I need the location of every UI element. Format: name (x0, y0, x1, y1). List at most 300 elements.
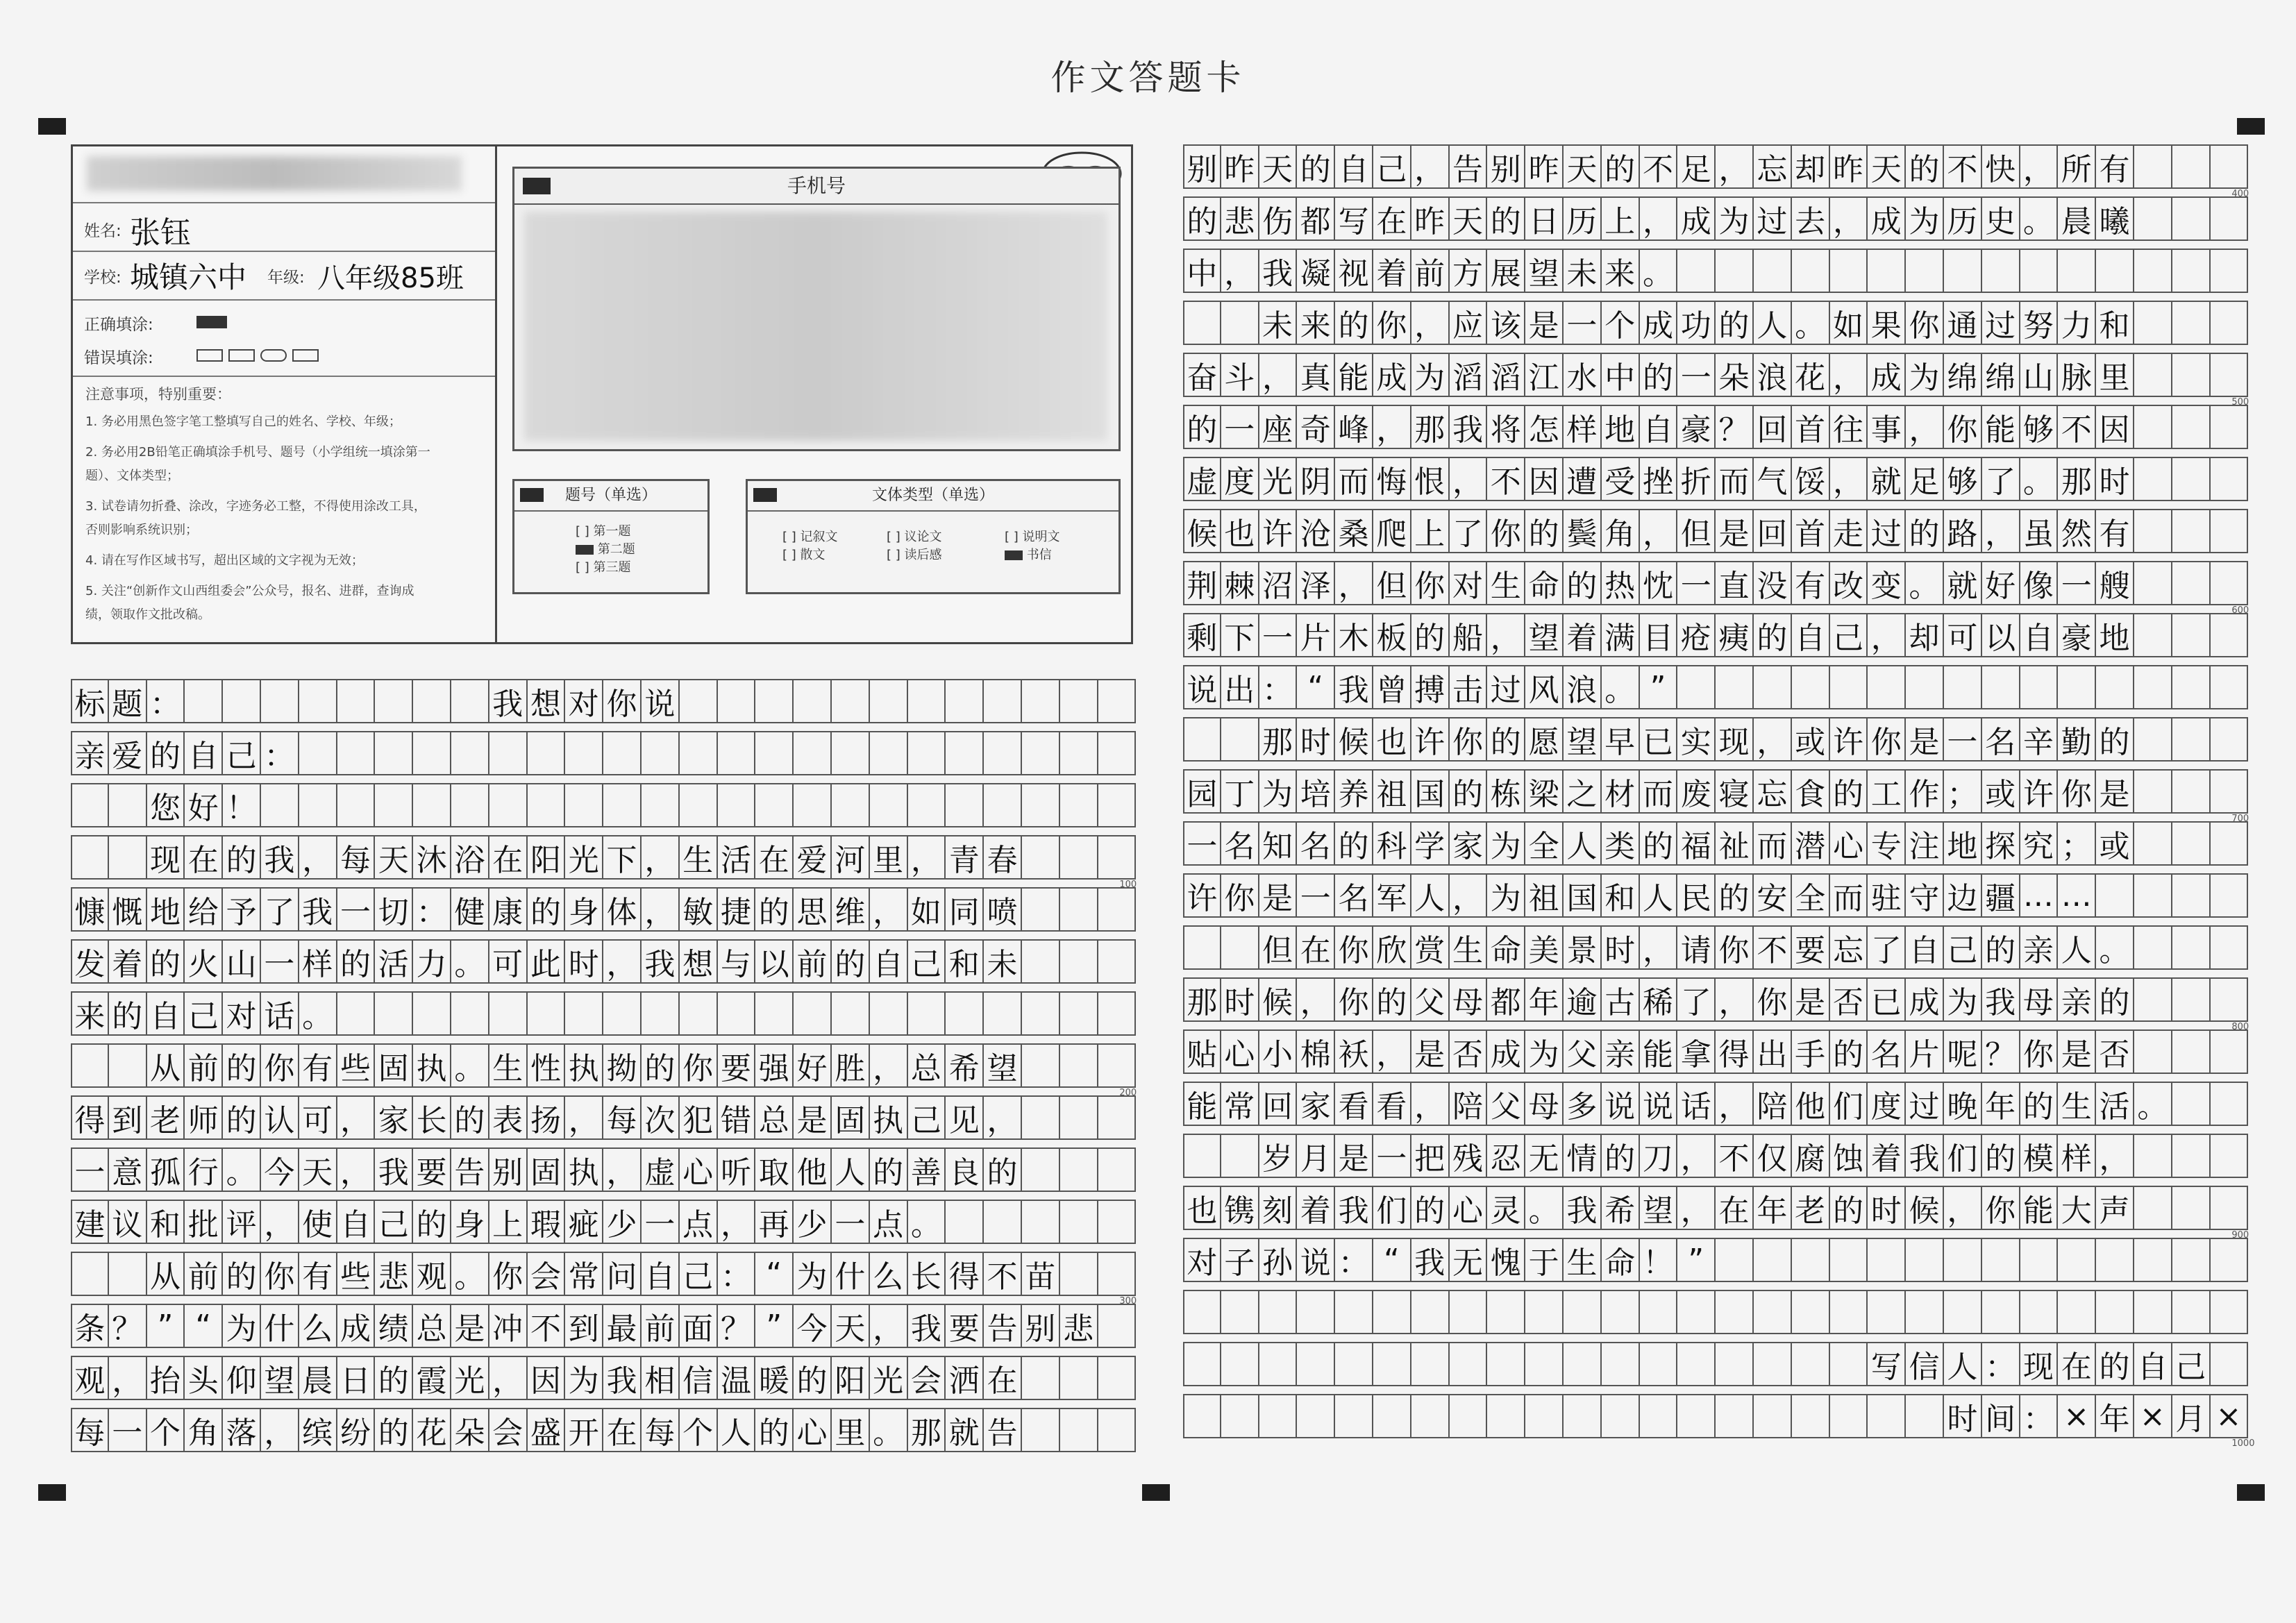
grid-cell: 一 (642, 1200, 680, 1244)
grid-cell (832, 783, 870, 827)
genre-option-3[interactable]: [ ] 说明文 (1005, 530, 1060, 544)
grid-cell (1982, 1290, 2020, 1334)
grid-cell: 母 (1525, 1082, 1564, 1126)
grid-cell: 挫 (1640, 457, 1678, 501)
grid-cell (1792, 1290, 1830, 1334)
grid-cell (1602, 1342, 1640, 1386)
grid-cell (1183, 925, 1221, 970)
grid-cell: 已 (1640, 717, 1678, 762)
name-value: 张钰 (130, 215, 191, 251)
grid-cell: 和 (946, 939, 984, 984)
grid-cell: 探 (1982, 821, 2020, 866)
essay-title-char: 我 (489, 679, 528, 723)
grid-cell (2134, 561, 2172, 605)
grid-cell: 的 (1487, 717, 1525, 762)
grid-cell (2211, 925, 2249, 970)
note-3: 3. 试卷请勿折叠、涂改，字迹务必工整，不得使用涂改工具， (85, 499, 426, 514)
grid-cell (451, 991, 489, 1036)
grid-cell (1060, 1147, 1098, 1192)
grid-cell (1060, 1408, 1098, 1452)
grid-cell: 得 (1716, 1029, 1754, 1074)
grid-cell: 来 (1297, 301, 1335, 345)
grid-cell: 我 (299, 887, 337, 932)
grid-cell: 别 (489, 1147, 528, 1192)
grid-cell: 园 (1183, 769, 1221, 814)
grid-row (1183, 1134, 2248, 1178)
grid-cell: 地 (1602, 405, 1640, 449)
grid-cell: 奋 (1183, 353, 1221, 397)
grid-cell: 的 (223, 835, 261, 880)
grid-cell (1868, 1290, 1906, 1334)
grid-cell: ： (147, 679, 185, 723)
grid-cell: 望 (261, 1356, 299, 1400)
grid-cell: 候 (1259, 977, 1298, 1022)
grid-cell: ， (1868, 613, 1906, 657)
grid-cell: 怎 (1525, 405, 1564, 449)
grid-cell: 通 (1944, 301, 1982, 345)
grid-cell: ， (870, 1043, 908, 1088)
grid-cell: 军 (1373, 873, 1411, 918)
grid-cell: 是 (451, 1304, 489, 1348)
grid-cell: 名 (1221, 821, 1259, 866)
grid-cell: 晨 (2058, 196, 2096, 241)
grid-cell: 思 (794, 887, 832, 932)
grid-cell: 中 (1602, 353, 1640, 397)
grid-cell: 下 (1221, 613, 1259, 657)
word-count-marker: 800 (2231, 1022, 2249, 1032)
grid-cell: 忘 (1754, 769, 1792, 814)
grid-cell (2172, 1029, 2211, 1074)
grid-cell: 的 (147, 731, 185, 775)
grid-cell (1906, 1238, 1944, 1282)
grid-cell: 写 (1868, 1342, 1906, 1386)
grid-cell: 常 (565, 1252, 603, 1296)
grid-row (1183, 613, 2248, 657)
grid-cell: 为 (223, 1304, 261, 1348)
grid-cell: 父 (1411, 977, 1450, 1022)
grid-row (1183, 977, 2248, 1022)
grid-cell: 残 (1450, 1134, 1488, 1178)
grid-cell: 师 (185, 1095, 223, 1140)
question-select-label: 题号（单选） (514, 481, 707, 512)
grid-cell (2211, 717, 2249, 762)
grid-cell: 而 (1335, 457, 1373, 501)
grid-cell (375, 783, 413, 827)
grid-cell (1221, 301, 1259, 345)
grid-cell (185, 679, 223, 723)
grid-cell: 那 (1259, 717, 1298, 762)
grid-cell (2211, 1029, 2249, 1074)
grid-cell: 的 (1830, 1029, 1868, 1074)
grid-cell: ， (261, 1200, 299, 1244)
grid-cell: 我 (1982, 977, 2020, 1022)
grid-cell: 苗 (1022, 1252, 1060, 1296)
grid-row (1183, 1082, 2248, 1126)
grid-cell (413, 783, 451, 827)
grid-cell (794, 991, 832, 1036)
grid-cell: 的 (1335, 301, 1373, 345)
grid-cell: 在 (1297, 925, 1335, 970)
grid-cell (1098, 939, 1137, 984)
grid-cell: 议 (109, 1200, 147, 1244)
grid-row (71, 1304, 1136, 1348)
grid-cell: 望 (1525, 613, 1564, 657)
grid-cell: 时 (2096, 457, 2134, 501)
essay-grid-right[interactable] (1183, 144, 2255, 1470)
grid-cell: 的 (147, 939, 185, 984)
grid-cell: 身 (565, 887, 603, 932)
grid-cell: ， (1677, 1134, 1716, 1178)
grid-cell (2211, 977, 2249, 1022)
grid-cell: 每 (603, 1095, 642, 1140)
grid-cell: 能 (1982, 405, 2020, 449)
grid-row (1183, 769, 2248, 814)
grid-cell: 木 (1335, 613, 1373, 657)
grid-cell: 的 (755, 1408, 794, 1452)
grid-cell: ！ (1640, 1238, 1678, 1282)
grid-cell: … (2020, 873, 2059, 918)
grid-cell: 山 (2020, 353, 2059, 397)
grid-cell: 你 (1450, 717, 1488, 762)
grid-cell: 沼 (1259, 561, 1298, 605)
grid-cell (1944, 249, 1982, 293)
grid-cell (2096, 249, 2134, 293)
word-count-marker: 900 (2231, 1230, 2249, 1241)
grid-cell: 注 (1906, 821, 1944, 866)
grid-cell (2211, 1082, 2249, 1126)
grid-cell: 了 (1982, 457, 2020, 501)
genre-option-1[interactable]: [ ] 记叙文 (782, 530, 838, 544)
grid-cell: 浪 (1754, 353, 1792, 397)
grid-cell: 望 (1564, 717, 1602, 762)
grid-cell: 们 (1373, 1186, 1411, 1230)
grid-cell: 一 (1564, 301, 1602, 345)
grid-cell (946, 991, 984, 1036)
grid-cell: 下 (603, 835, 642, 880)
grid-cell: 盛 (528, 1408, 566, 1452)
grid-cell (680, 991, 718, 1036)
grid-cell: 里 (832, 1408, 870, 1452)
question-option-1[interactable]: [ ] 第一题 (576, 524, 631, 539)
grid-cell: 风 (1525, 665, 1564, 709)
grid-cell: 。 (1525, 1186, 1564, 1230)
grid-cell: 否 (1450, 1029, 1488, 1074)
grid-cell: 的 (1525, 509, 1564, 553)
grid-cell: 拗 (603, 1043, 642, 1088)
grid-cell: 么 (299, 1304, 337, 1348)
grid-cell: 就 (1944, 561, 1982, 605)
grid-row (71, 991, 1136, 1036)
grid-cell: 成 (1868, 353, 1906, 397)
grid-cell: 时 (1297, 717, 1335, 762)
grid-cell: 该 (1487, 301, 1525, 345)
grid-cell: ” (1640, 665, 1678, 709)
grid-cell (451, 679, 489, 723)
grid-cell: 你 (680, 1043, 718, 1088)
grid-cell (2172, 769, 2211, 814)
grid-cell: 有 (299, 1252, 337, 1296)
grid-cell (718, 679, 756, 723)
grid-cell: 果 (1868, 301, 1906, 345)
grid-cell: 你 (1221, 873, 1259, 918)
grid-cell: 年 (1754, 1186, 1792, 1230)
grid-cell: 为 (1906, 196, 1944, 241)
grid-cell (2211, 613, 2249, 657)
grid-cell (1183, 1342, 1221, 1386)
word-count-marker: 1000 (2231, 1438, 2255, 1449)
panel-divider (495, 146, 497, 642)
grid-cell: 瑕 (528, 1200, 566, 1244)
grid-cell: 的 (1906, 509, 1944, 553)
grid-cell: 固 (375, 1043, 413, 1088)
grid-cell: 有 (299, 1043, 337, 1088)
grid-row (1183, 353, 2248, 397)
genre-option-2[interactable]: [ ] 议论文 (887, 530, 942, 544)
grid-cell: 到 (565, 1304, 603, 1348)
grid-cell: 奇 (1297, 405, 1335, 449)
grid-cell: 天 (1868, 144, 1906, 189)
grid-cell: 时 (1944, 1394, 1982, 1438)
grid-cell (2020, 665, 2059, 709)
grid-cell (2134, 1029, 2172, 1074)
question-option-3[interactable]: [ ] 第三题 (576, 560, 631, 575)
essay-grid-left[interactable] (71, 679, 1137, 1463)
grid-row (1183, 821, 2248, 866)
grid-cell: 的 (375, 1408, 413, 1452)
grid-row (1183, 561, 2248, 605)
grid-cell: 里 (870, 835, 908, 880)
grid-cell (1098, 1200, 1137, 1244)
grid-cell: ， (870, 887, 908, 932)
grid-cell (1183, 1394, 1221, 1438)
grid-cell: 敏 (680, 887, 718, 932)
grid-cell (2172, 144, 2211, 189)
grid-cell: … (2058, 873, 2096, 918)
grade-value: 八年级85班 (317, 262, 464, 294)
grid-cell (794, 679, 832, 723)
grid-cell: 养 (1335, 769, 1373, 814)
grid-cell: 一 (71, 1147, 109, 1192)
grid-cell: 以 (755, 939, 794, 984)
grid-cell (2020, 1238, 2059, 1282)
grid-row (1183, 301, 2248, 345)
grid-cell (1944, 665, 1982, 709)
grid-cell: 滔 (1487, 353, 1525, 397)
grid-cell: 无 (1450, 1238, 1488, 1282)
grid-cell (2134, 717, 2172, 762)
grid-cell: 活 (2096, 1082, 2134, 1126)
grid-cell: 的 (1640, 821, 1678, 866)
grid-cell: 在 (1373, 196, 1411, 241)
grid-cell: 船 (1450, 613, 1488, 657)
grid-cell: 或 (1792, 717, 1830, 762)
grid-row (1183, 1290, 2248, 1334)
blurred-barcode (87, 156, 462, 191)
grid-row (1183, 1238, 2248, 1282)
grid-cell (1221, 1394, 1259, 1438)
note-5b: 绩，领取作文批改稿。 (85, 607, 210, 622)
grid-cell: 辛 (2020, 717, 2059, 762)
grid-cell (832, 679, 870, 723)
grid-cell (1754, 665, 1792, 709)
grid-cell (946, 679, 984, 723)
grid-cell (755, 783, 794, 827)
grid-cell: 霞 (413, 1356, 451, 1400)
grid-cell: ， (1830, 457, 1868, 501)
grid-cell (2211, 1186, 2249, 1230)
grid-cell: 岁 (1259, 1134, 1298, 1178)
grid-cell: 来 (1602, 249, 1640, 293)
grid-cell: 话 (261, 991, 299, 1036)
grid-cell: 愿 (1525, 717, 1564, 762)
grid-cell: 好 (794, 1043, 832, 1088)
grid-cell (1487, 1342, 1525, 1386)
grid-cell: 的 (1450, 769, 1488, 814)
grid-cell: 执 (413, 1043, 451, 1088)
grid-cell (1098, 887, 1137, 932)
grid-cell (1060, 887, 1098, 932)
grid-cell: 别 (1487, 144, 1525, 189)
grid-cell (1060, 679, 1098, 723)
grid-cell (2020, 249, 2059, 293)
grid-cell: 勤 (2058, 717, 2096, 762)
grid-cell: ： (261, 731, 299, 775)
grid-cell (1792, 1238, 1830, 1282)
grid-cell: 不 (1640, 144, 1678, 189)
grid-cell: 活 (718, 835, 756, 880)
phone-label: 手机号 (514, 169, 1118, 205)
question-option-2[interactable]: 第二题 (576, 539, 635, 557)
grid-cell (946, 731, 984, 775)
grid-cell: 善 (908, 1147, 946, 1192)
grid-cell: 是 (1716, 509, 1754, 553)
grid-cell: 忘 (1830, 925, 1868, 970)
grid-cell: 培 (1297, 769, 1335, 814)
grid-cell: 前 (642, 1304, 680, 1348)
grid-cell: 我 (1564, 1186, 1602, 1230)
grid-cell: 材 (1602, 769, 1640, 814)
grid-cell: 光 (565, 835, 603, 880)
grid-cell (1792, 249, 1830, 293)
grid-cell: 。 (2020, 457, 2059, 501)
grid-cell (2211, 249, 2249, 293)
grid-cell (2058, 665, 2096, 709)
grid-cell (71, 835, 109, 880)
grid-cell (2211, 353, 2249, 397)
grid-cell: 孤 (147, 1147, 185, 1192)
grid-cell: 火 (185, 939, 223, 984)
grid-cell: 一 (261, 939, 299, 984)
grid-cell: ， (1830, 196, 1868, 241)
grid-cell: 的 (2096, 717, 2134, 762)
grid-cell (223, 679, 261, 723)
grid-cell: 过 (1868, 509, 1906, 553)
grid-cell: 不 (984, 1252, 1022, 1296)
grid-cell (870, 679, 908, 723)
grid-cell: 晨 (299, 1356, 337, 1400)
genre-option-6[interactable]: 书信 (1005, 545, 1052, 563)
grid-cell: 。 (451, 1043, 489, 1088)
grid-cell: 标 (71, 679, 109, 723)
grid-cell: 有 (2096, 509, 2134, 553)
grid-cell: 老 (1792, 1186, 1830, 1230)
grid-cell: 许 (1411, 717, 1450, 762)
grid-cell: 长 (908, 1252, 946, 1296)
grid-cell: 己 (2172, 1342, 2211, 1386)
grid-cell: 足 (1906, 457, 1944, 501)
grid-cell (1450, 1394, 1488, 1438)
grid-cell: 。 (2134, 1082, 2172, 1126)
grid-cell (1098, 1304, 1137, 1348)
grid-cell: 天 (832, 1304, 870, 1348)
grid-cell: 人 (1411, 873, 1450, 918)
grid-cell (642, 783, 680, 827)
grid-cell: 的 (1982, 1134, 2020, 1178)
grid-cell: 绵 (1982, 353, 2020, 397)
grid-cell: ， (337, 1095, 376, 1140)
grid-cell (71, 783, 109, 827)
grid-cell: 史 (1982, 196, 2020, 241)
grid-cell (1906, 1290, 1944, 1334)
grid-cell: ， (1716, 977, 1754, 1022)
grid-cell: 未 (1564, 249, 1602, 293)
grid-cell: ， (1640, 196, 1678, 241)
grid-cell: 写 (1335, 196, 1373, 241)
grid-cell: 现 (147, 835, 185, 880)
correct-fill-example (196, 314, 227, 328)
genre-option-5[interactable]: [ ] 读后感 (887, 548, 942, 562)
genre-option-4[interactable]: [ ] 散文 (782, 548, 826, 562)
grid-cell: 目 (1640, 613, 1678, 657)
grid-cell: 没 (1754, 561, 1792, 605)
grid-cell: ， (1640, 925, 1678, 970)
grid-cell (1183, 717, 1221, 762)
grid-row (1183, 1394, 2248, 1438)
grid-cell: 他 (794, 1147, 832, 1192)
grid-cell: ， (337, 1147, 376, 1192)
grid-cell (794, 731, 832, 775)
grid-cell: ， (1450, 873, 1488, 918)
grid-cell: 人 (1640, 873, 1678, 918)
grid-cell: 望 (984, 1043, 1022, 1088)
grid-cell: 温 (718, 1356, 756, 1400)
grid-cell: 的 (451, 1095, 489, 1140)
grid-cell (1716, 1238, 1754, 1282)
grid-cell (1373, 1290, 1411, 1334)
grid-cell: 虽 (2020, 509, 2059, 553)
grid-cell: 执 (565, 1043, 603, 1088)
school-label: 学校: (84, 269, 121, 287)
grid-cell: 现 (2020, 1342, 2059, 1386)
grid-cell: 时 (565, 939, 603, 984)
grid-cell: 固 (528, 1147, 566, 1192)
grid-cell: 生 (1564, 1238, 1602, 1282)
grid-row (71, 1356, 1136, 1400)
grid-cell: 事 (1868, 405, 1906, 449)
grid-row (1183, 873, 2248, 918)
grid-cell: 峰 (1335, 405, 1373, 449)
grid-cell (1297, 1342, 1335, 1386)
grid-cell: 的 (1297, 144, 1335, 189)
grid-cell: 题 (109, 679, 147, 723)
grid-cell: 花 (1792, 353, 1830, 397)
grid-cell: 信 (680, 1356, 718, 1400)
grid-cell (984, 679, 1022, 723)
grid-cell: 贴 (1183, 1029, 1221, 1074)
grid-cell: 切 (375, 887, 413, 932)
grid-cell: 上 (1411, 509, 1450, 553)
grid-cell: 说 (1183, 665, 1221, 709)
